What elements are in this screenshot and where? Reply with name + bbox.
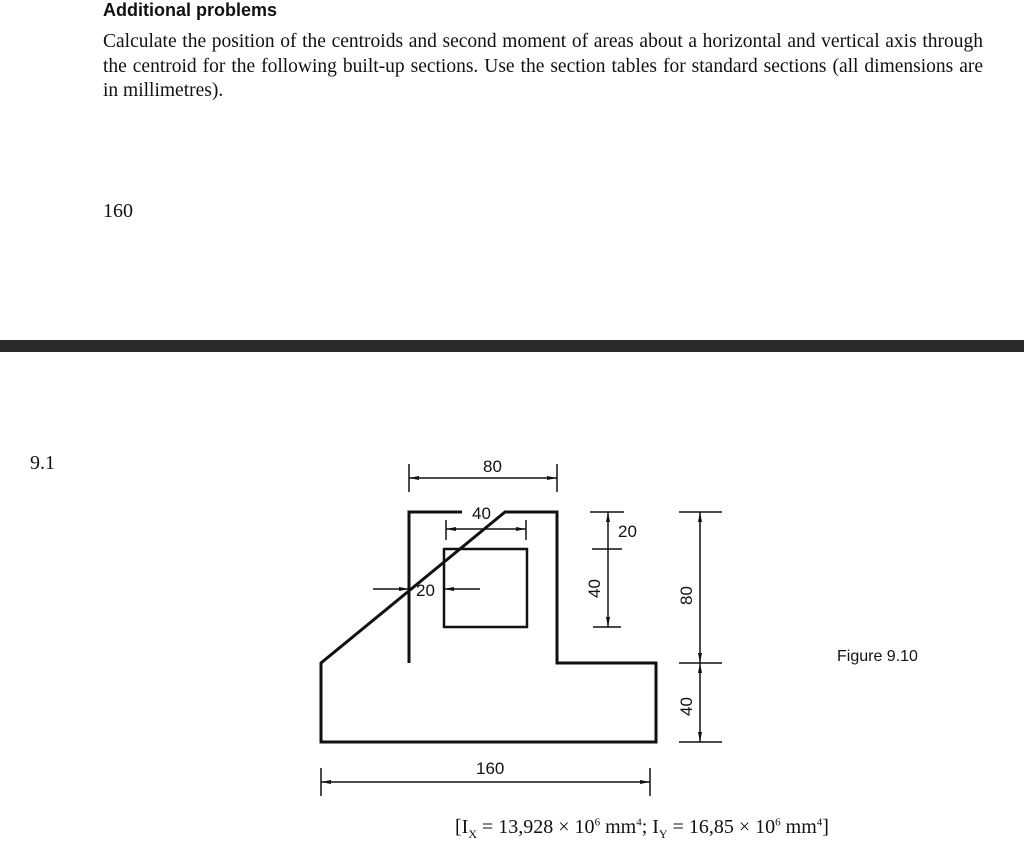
problem-number: 9.1 [30, 452, 55, 474]
answer-iy-value: = 16,85 × 10 [667, 816, 776, 838]
section-heading: Additional problems [103, 0, 278, 20]
section-hole [444, 549, 527, 627]
dim-wall-thickness: 20 [416, 581, 435, 600]
dim-hole-height: 40 [585, 579, 604, 598]
dim-hole-width: 40 [472, 504, 491, 523]
answer-subscript: X [468, 827, 477, 841]
answer-exponent: 6 [594, 816, 601, 829]
answer-unit-exponent: 4 [816, 816, 823, 829]
answer-unit-exponent: 4 [636, 816, 642, 829]
problem-instructions: Calculate the position of the centroids and second moment of areas about a horizontal and vertical axis through the centroid for the following built-up sections. Use the section tables for standard sections (all dimensions are in millimetres). [103, 31, 983, 101]
dim-base-height: 40 [677, 697, 696, 716]
dim-web-height: 80 [677, 586, 696, 605]
answer-text: [I [455, 816, 469, 838]
answer-exponent: 6 [775, 816, 781, 829]
answer-text: ] [822, 816, 829, 838]
answer-line [455, 816, 829, 842]
answer-ix-value: = 13,928 × 10 [477, 816, 595, 838]
answer-subscript: Y [658, 827, 668, 841]
answer-unit: mm [780, 816, 817, 838]
page-number: 160 [103, 200, 133, 222]
figure-caption: Figure 9.10 [837, 648, 918, 665]
dim-base-width: 160 [476, 759, 505, 778]
dim-top-width: 80 [483, 457, 502, 476]
answer-text: ; I [641, 816, 659, 838]
answer-unit: mm [600, 816, 637, 838]
dim-top-to-hole: 20 [618, 522, 637, 541]
